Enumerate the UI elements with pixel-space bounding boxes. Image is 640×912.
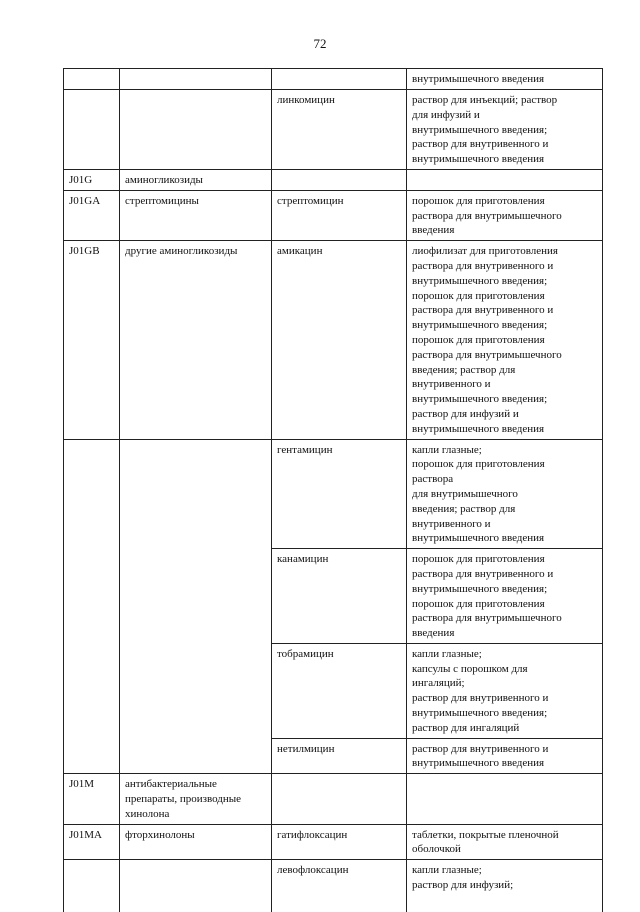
dosage-form-line: внутримышечного введения — [412, 153, 545, 166]
dosage-form-line: порошок для приготовления — [412, 458, 545, 471]
atc-code-cell: J01MA — [64, 824, 120, 860]
dosage-forms-cell — [407, 169, 603, 190]
dosage-forms-cell — [407, 241, 603, 439]
atc-code-cell: J01M — [64, 774, 120, 824]
atc-code-cell — [64, 738, 120, 774]
dosage-forms-cell — [407, 860, 603, 912]
dosage-form-line: раствор для внутривенного и — [412, 138, 549, 151]
atc-code-cell — [64, 549, 120, 644]
group-name-cell — [120, 860, 272, 912]
dosage-form-line: порошок для приготовления — [412, 553, 545, 566]
group-name-cell: другие аминогликозиды — [120, 241, 272, 439]
group-name-cell: фторхинолоны — [120, 824, 272, 860]
dosage-form-line: раствор для ингаляций — [412, 721, 520, 734]
atc-code-cell: J01GA — [64, 190, 120, 240]
dosage-forms-cell — [407, 439, 603, 549]
group-name-cell: аминогликозиды — [120, 169, 272, 190]
dosage-form-line: внутримышечного введения — [412, 73, 545, 85]
dosage-form-line: капли глазные; — [412, 647, 482, 660]
dosage-form-line: капли глазные; — [412, 864, 482, 877]
atc-code-cell — [64, 90, 120, 170]
table-row — [64, 824, 603, 860]
dosage-form-line: введения; раствор для — [412, 502, 516, 515]
drug-name-cell — [272, 169, 407, 190]
table-row — [64, 738, 603, 774]
group-name-cell — [120, 549, 272, 644]
dosage-form-line: раствора для внутримышечного — [412, 348, 562, 361]
dosage-form-line: введения; раствор для — [412, 363, 516, 376]
dosage-form-line: для инфузий и — [412, 108, 480, 121]
dosage-form-line: внутримышечного введения — [412, 422, 545, 435]
dosage-form-line: порошок для приготовления — [412, 194, 545, 207]
dosage-form-line: раствора для внутримышечного — [412, 209, 562, 222]
dosage-forms-cell — [407, 738, 603, 774]
dosage-form-line: для внутримышечного — [412, 487, 518, 500]
dosage-form-line: внутримышечного введения; — [412, 582, 548, 595]
drug-name-cell: линкомицин — [272, 90, 407, 170]
table-row — [64, 860, 603, 912]
dosage-form-line: введения — [412, 224, 455, 237]
drug-name-cell — [272, 774, 407, 824]
dosage-form-line: раствора для внутривенного и — [412, 304, 554, 317]
table-row — [64, 90, 603, 170]
drug-table — [63, 68, 603, 912]
drug-name-cell: канамицин — [272, 549, 407, 644]
dosage-form-line: раствор для внутривенного и — [412, 742, 549, 755]
dosage-forms-cell — [407, 643, 603, 738]
group-name-cell — [120, 439, 272, 549]
dosage-form-line: внутримышечного введения; — [412, 123, 548, 136]
dosage-forms-cell — [407, 824, 603, 860]
dosage-form-line: введения — [412, 627, 455, 640]
group-name-cell: антибактериальные препараты, производные хинолона — [120, 774, 272, 824]
dosage-forms-cell — [407, 90, 603, 170]
dosage-form-line: оболочкой — [412, 843, 461, 856]
dosage-form-line: внутривенного и — [412, 378, 491, 391]
atc-code-cell — [64, 860, 120, 912]
dosage-form-line: капли глазные; — [412, 443, 482, 456]
group-name-cell — [120, 738, 272, 774]
dosage-forms-cell — [407, 69, 603, 90]
dosage-form-line: порошок для приготовления — [412, 333, 545, 346]
drug-name-cell: гентамицин — [272, 439, 407, 549]
drug-name-cell: гатифлоксацин — [272, 824, 407, 860]
dosage-form-line: раствора для внутримышечного — [412, 612, 562, 625]
dosage-form-line: раствора для внутривенного и — [412, 259, 554, 272]
table-row — [64, 190, 603, 240]
dosage-form-line: внутривенного и — [412, 517, 491, 530]
dosage-form-line: внутримышечного введения; — [412, 393, 548, 406]
dosage-form-line: капсулы с порошком для — [412, 662, 528, 675]
group-name-cell: стрептомицины — [120, 190, 272, 240]
group-name-cell — [120, 69, 272, 90]
dosage-form-line: раствор для инфузий и — [412, 407, 519, 420]
table-row — [64, 69, 603, 90]
group-name-cell — [120, 90, 272, 170]
atc-code-cell — [64, 643, 120, 738]
dosage-form-line: таблетки, покрытые пленочной — [412, 828, 559, 841]
table-row — [64, 169, 603, 190]
table-row — [64, 549, 603, 644]
table-row — [64, 643, 603, 738]
dosage-form-line: раствор для инфузий; — [412, 879, 514, 892]
group-name-cell — [120, 643, 272, 738]
drug-name-cell: стрептомицин — [272, 190, 407, 240]
drug-name-cell — [272, 69, 407, 90]
atc-code-cell: J01G — [64, 169, 120, 190]
dosage-form-line: раствора для внутривенного и — [412, 567, 554, 580]
atc-code-cell — [64, 69, 120, 90]
dosage-form-line: внутримышечного введения; — [412, 319, 548, 332]
drug-name-cell: тобрамицин — [272, 643, 407, 738]
table-row — [64, 439, 603, 549]
dosage-form-line: порошок для приготовления — [412, 597, 545, 610]
dosage-forms-cell — [407, 549, 603, 644]
dosage-form-line: лиофилизат для приготовления — [412, 245, 558, 258]
dosage-form-line: порошок для приготовления — [412, 289, 545, 302]
dosage-form-line: внутримышечного введения — [412, 532, 545, 545]
drug-name-cell: нетилмицин — [272, 738, 407, 774]
table-row — [64, 241, 603, 439]
dosage-form-line: внутримышечного введения; — [412, 274, 548, 287]
page-number: 72 — [313, 36, 327, 51]
atc-code-cell — [64, 439, 120, 549]
drug-name-cell: амикацин — [272, 241, 407, 439]
drug-name-cell: левофлоксацин — [272, 860, 407, 912]
dosage-form-line: раствор для инъекций; раствор — [412, 94, 558, 106]
atc-code-cell: J01GB — [64, 241, 120, 439]
dosage-forms-cell — [407, 774, 603, 824]
dosage-form-line: внутримышечного введения; — [412, 707, 548, 720]
table-row — [64, 774, 603, 824]
dosage-form-line: раствор для внутривенного и — [412, 692, 549, 705]
dosage-form-line: внутримышечного введения — [412, 757, 545, 770]
dosage-form-line: ингаляций; — [412, 677, 465, 690]
dosage-form-line: раствора — [412, 473, 454, 486]
dosage-forms-cell — [407, 190, 603, 240]
